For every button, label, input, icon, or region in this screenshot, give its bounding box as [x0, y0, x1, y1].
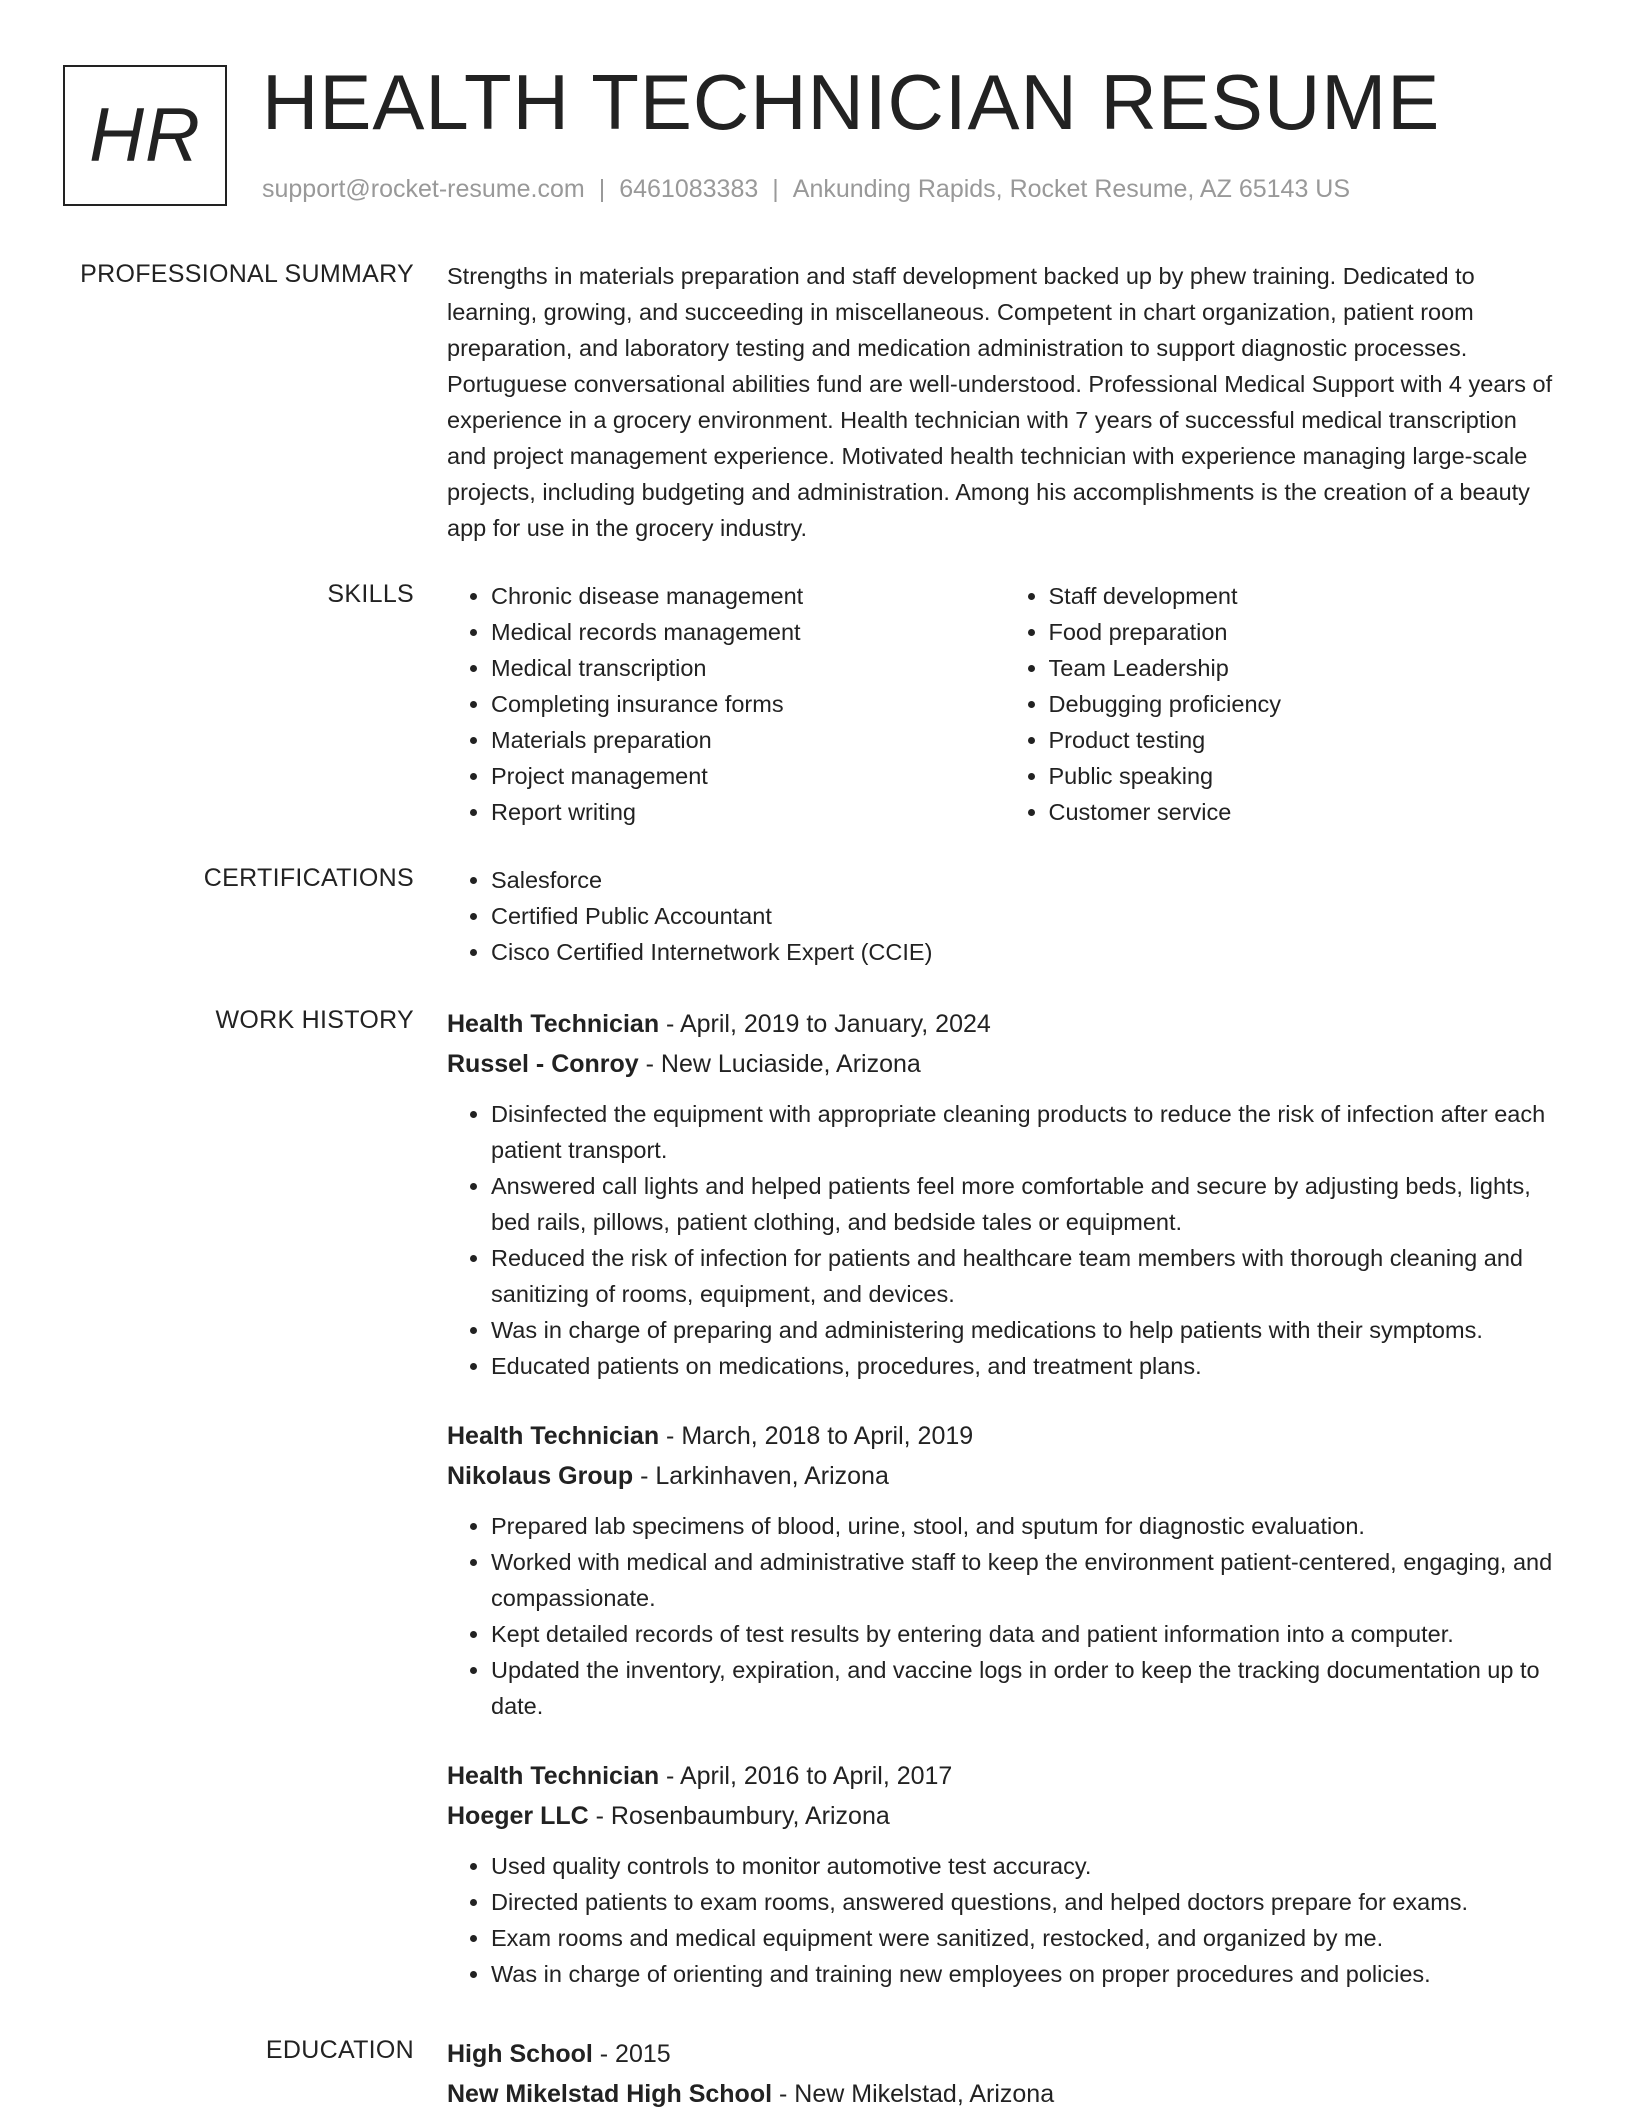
skill-item: • Food preparation: [1049, 614, 1563, 650]
monogram-initials: HR: [89, 93, 201, 178]
education-school: New Mikelstad High School: [447, 2080, 773, 2108]
job-bullet: • Educated patients on medications, procedures, and treatment plans.: [491, 1348, 1562, 1384]
job-title: Health Technician: [447, 1422, 660, 1450]
skill-item: • Public speaking: [1049, 758, 1563, 794]
job-bullet: • Used quality controls to monitor automotive test accuracy.: [491, 1848, 1562, 1884]
job-bullet: • Was in charge of orienting and training new employees on proper procedures and policies.: [491, 1956, 1562, 1992]
work-history-label: WORK HISTORY: [215, 1006, 414, 1034]
skill-item: • Materials preparation: [491, 722, 1005, 758]
skill-item: • Report writing: [491, 794, 1005, 830]
skill-item: • Customer service: [1049, 794, 1563, 830]
certification-item: • Salesforce: [491, 862, 1562, 898]
certifications-label: CERTIFICATIONS: [203, 864, 414, 892]
skill-item: • Medical records management: [491, 614, 1005, 650]
job-bullet: • Reduced the risk of infection for patients and healthcare team members with thorough cleaning and sanitizing of rooms, equipment, and devices.: [491, 1240, 1562, 1312]
work-history-body: [447, 1004, 1562, 2024]
skill-item: • Staff development: [1049, 578, 1563, 614]
job-bullet: • Exam rooms and medical equipment were sanitized, restocked, and organized by me.: [491, 1920, 1562, 1956]
education-year: - 2015: [599, 2040, 671, 2068]
skill-item: • Debugging proficiency: [1049, 686, 1563, 722]
skills-list-left: [447, 578, 1005, 830]
job-company: Hoeger LLC: [447, 1802, 589, 1830]
summary-label: PROFESSIONAL SUMMARY: [80, 260, 414, 288]
job-bullet: • Worked with medical and administrative staff to keep the environment patient-centered, engaging, and compassionate.: [491, 1544, 1562, 1616]
education-school-line: [447, 2074, 1562, 2114]
skill-item: • Product testing: [1049, 722, 1563, 758]
job-bullets: [447, 1508, 1562, 1724]
job-entry: [447, 1756, 1562, 1992]
skill-item: • Chronic disease management: [491, 578, 1005, 614]
job-entry: [447, 1416, 1562, 1724]
job-company-line: [447, 1044, 1562, 1084]
job-entry: [447, 1004, 1562, 1384]
job-bullet: • Prepared lab specimens of blood, urine, stool, and sputum for diagnostic evaluation.: [491, 1508, 1562, 1544]
job-company: Nikolaus Group: [447, 1462, 634, 1490]
skill-item: • Team Leadership: [1049, 650, 1563, 686]
job-bullets: [447, 1096, 1562, 1384]
certification-item: • Cisco Certified Internetwork Expert (CCIE): [491, 934, 1562, 970]
education-body: [447, 2034, 1562, 2114]
skill-item: • Project management: [491, 758, 1005, 794]
skills-label: SKILLS: [327, 580, 414, 608]
contact-separator: |: [772, 175, 779, 203]
job-company-line: [447, 1796, 1562, 1836]
contact-address: Ankunding Rapids, Rocket Resume, AZ 65143 US: [792, 175, 1351, 203]
skill-item: • Completing insurance forms: [491, 686, 1005, 722]
education-label: EDUCATION: [265, 2036, 414, 2064]
contact-email[interactable]: support@rocket-resume.com: [262, 175, 585, 203]
job-bullet: • Kept detailed records of test results by entering data and patient information into a computer.: [491, 1616, 1562, 1652]
certifications-body: [447, 862, 1562, 970]
contact-separator: |: [598, 175, 606, 203]
job-company-line: [447, 1456, 1562, 1496]
summary-body: [447, 258, 1562, 546]
education-degree-line: [447, 2034, 1562, 2074]
education-degree: High School: [447, 2040, 593, 2068]
job-location: - Larkinhaven, Arizona: [640, 1462, 889, 1490]
education-location: - New Mikelstad, Arizona: [779, 2080, 1055, 2108]
job-bullet: • Answered call lights and helped patients feel more comfortable and secure by adjusting beds, lights, bed rails, pillows, patient clothing, and bedside tales or equipment.: [491, 1168, 1562, 1240]
skills-list-right: [1005, 578, 1563, 830]
job-title-line: [447, 1756, 1562, 1796]
job-title: Health Technician: [447, 1762, 660, 1790]
monogram-box: [63, 65, 227, 206]
contact-phone[interactable]: 6461083383: [619, 175, 759, 203]
job-company: Russel - Conroy: [447, 1050, 639, 1078]
skills-columns: [447, 578, 1562, 830]
job-dates: - March, 2018 to April, 2019: [666, 1422, 974, 1450]
resume-title: HEALTH TECHNICIAN RESUME: [262, 58, 1441, 146]
job-bullet: • Updated the inventory, expiration, and vaccine logs in order to keep the tracking documentation up to date.: [491, 1652, 1562, 1724]
skill-item: • Medical transcription: [491, 650, 1005, 686]
summary-text: Strengths in materials preparation and staff development backed up by phew training. Dedicated to learning, growing, and succeeding in miscellaneous. Competent in chart organization, patient room preparation, and laboratory testing and medication administration to support diagnostic processes. Portuguese conversational abilities fund are well-understood. Professional Medical Support with 4 years of experience in a grocery environment. Health technician with 7 years of successful medical transcription and project management experience. Motivated health technician with experience managing large-scale projects, including budgeting and administration. Among his accomplishments is the creation of a beauty app for use in the grocery industry.: [447, 263, 1553, 541]
job-location: - Rosenbaumbury, Arizona: [595, 1802, 890, 1830]
job-bullets: [447, 1848, 1562, 1992]
job-title-line: [447, 1004, 1562, 1044]
job-dates: - April, 2016 to April, 2017: [666, 1762, 953, 1790]
certification-item: • Certified Public Accountant: [491, 898, 1562, 934]
job-bullet: • Disinfected the equipment with appropriate cleaning products to reduce the risk of infection after each patient transport.: [491, 1096, 1562, 1168]
job-bullet: • Was in charge of preparing and administering medications to help patients with their symptoms.: [491, 1312, 1562, 1348]
certifications-list: [447, 862, 1562, 970]
job-title-line: [447, 1416, 1562, 1456]
job-bullet: • Directed patients to exam rooms, answered questions, and helped doctors prepare for exams.: [491, 1884, 1562, 1920]
contact-line: [262, 175, 1350, 204]
job-dates: - April, 2019 to January, 2024: [666, 1010, 991, 1038]
job-location: - New Luciaside, Arizona: [645, 1050, 921, 1078]
job-title: Health Technician: [447, 1010, 660, 1038]
